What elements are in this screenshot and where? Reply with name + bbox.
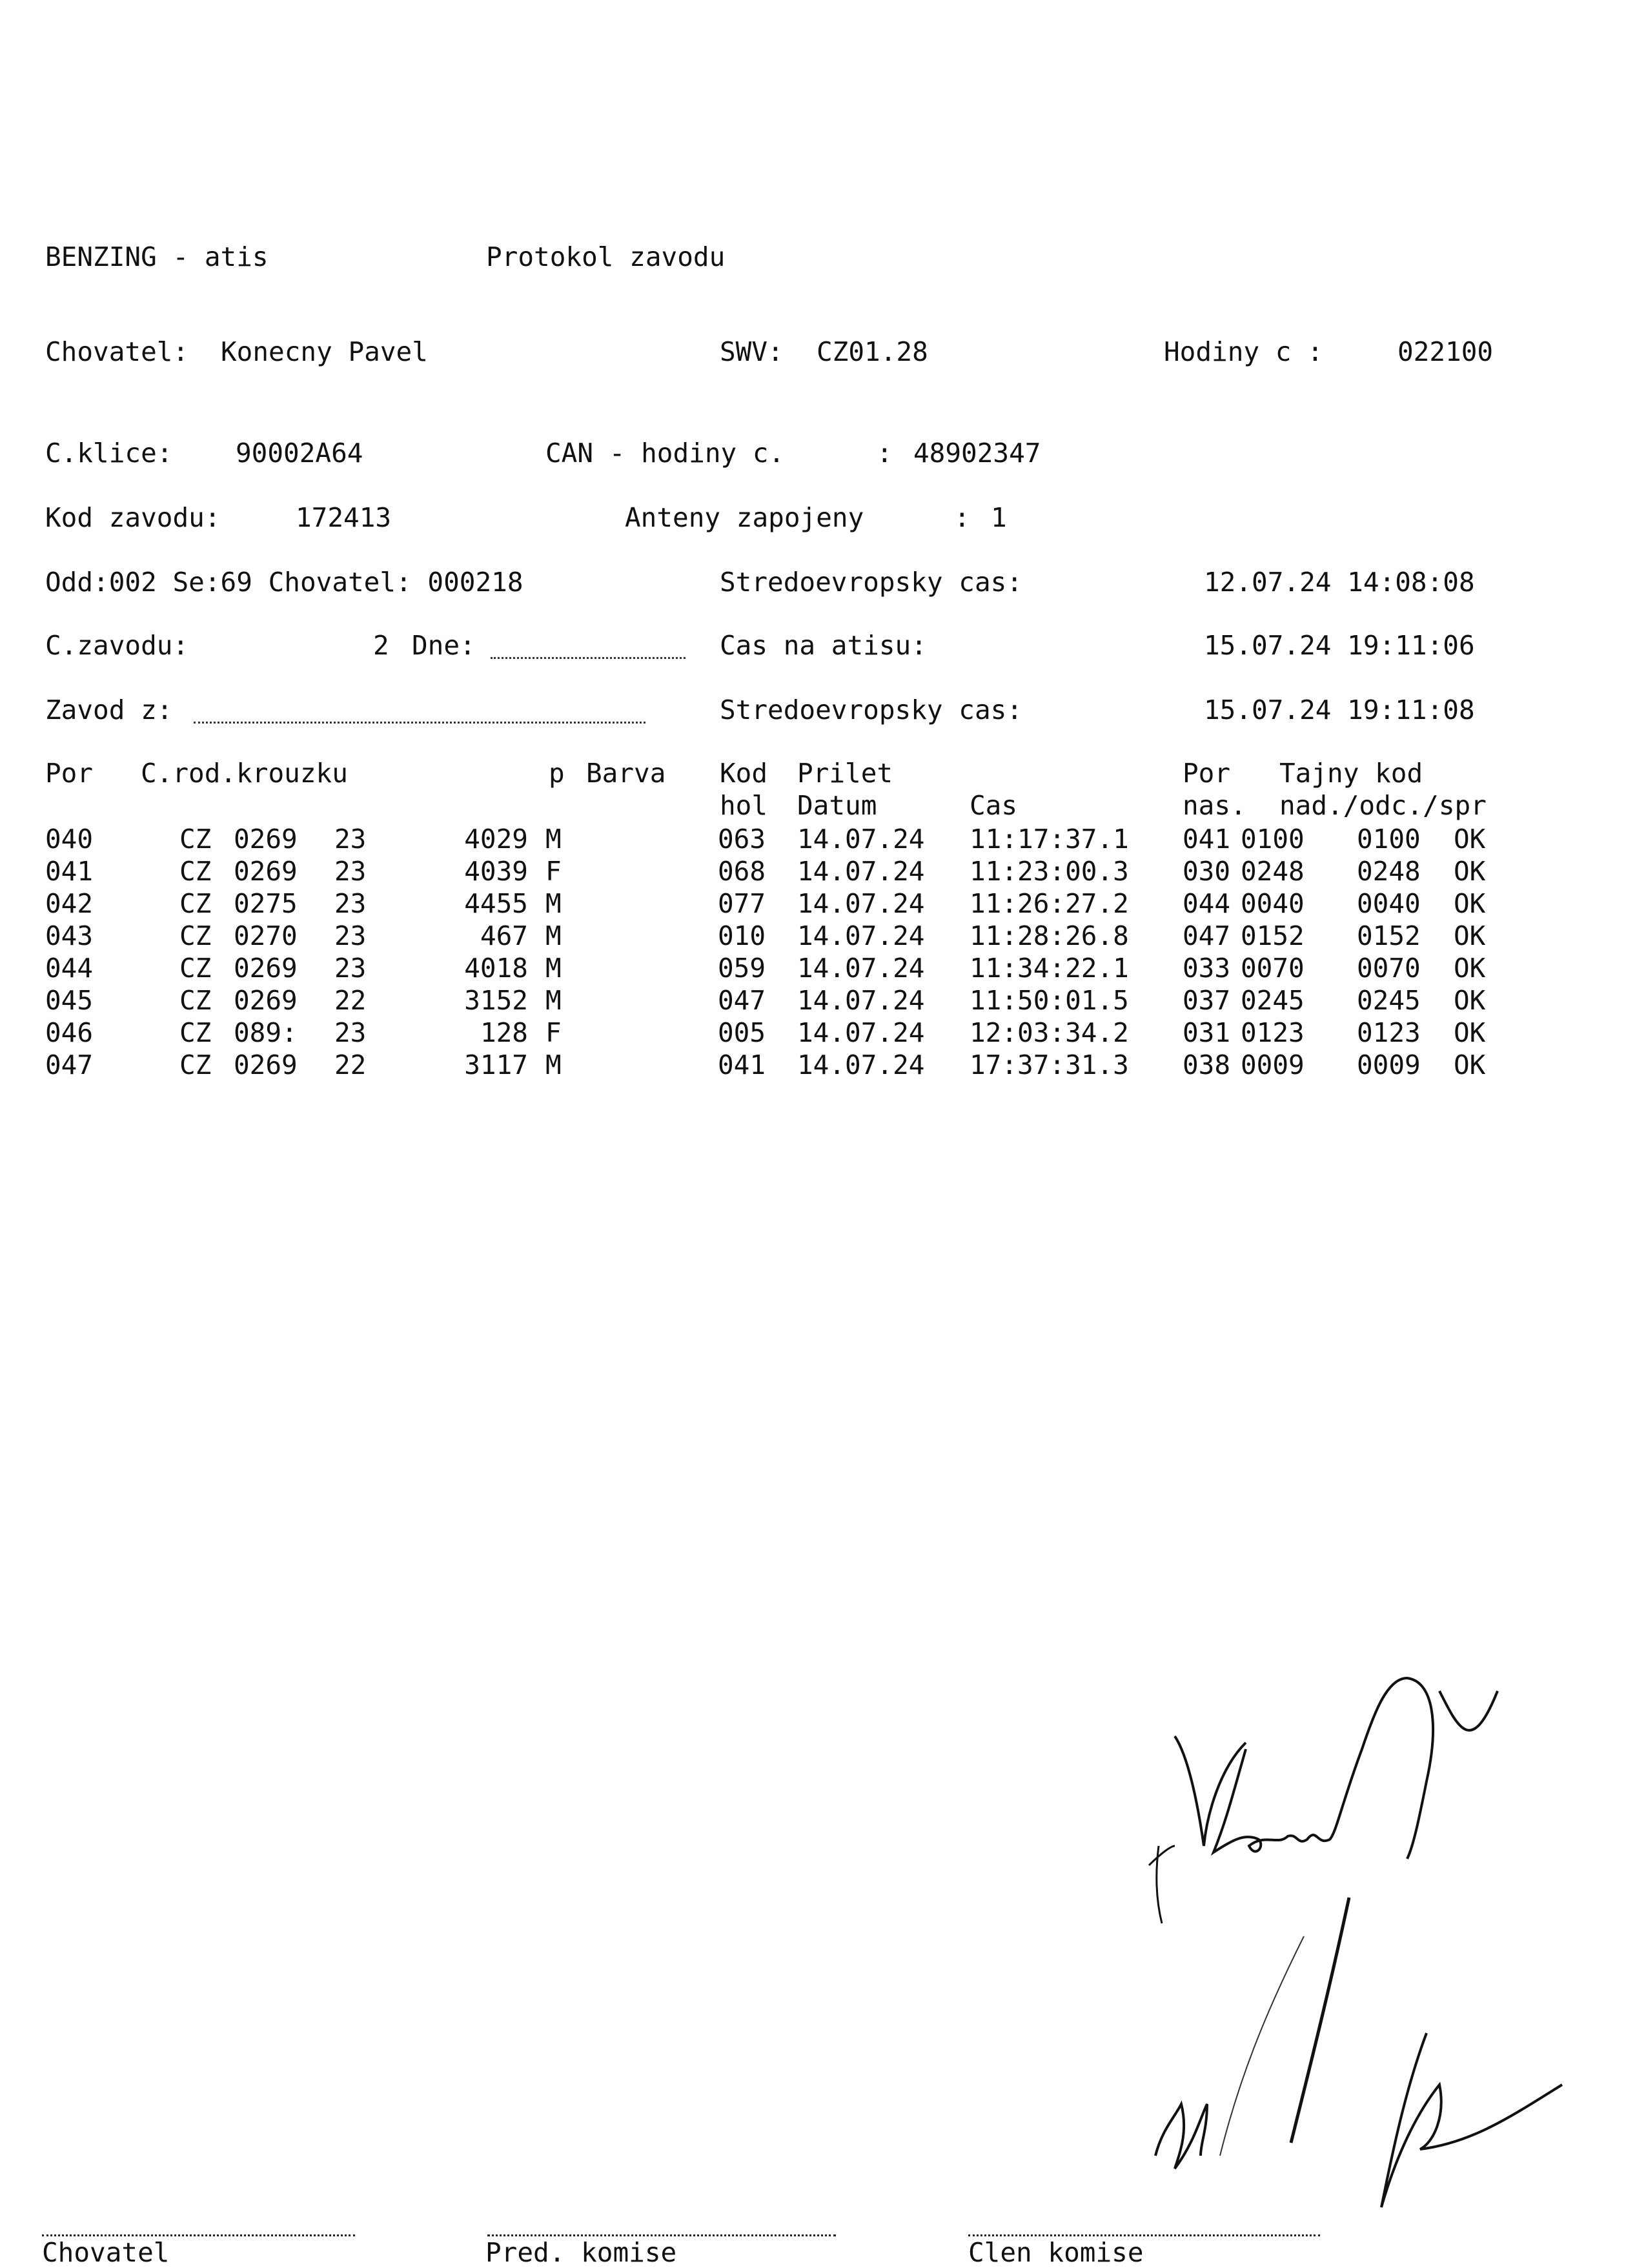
footer-chairman: Pred. komise bbox=[485, 2237, 677, 2268]
header-order: Por bbox=[1183, 758, 1231, 789]
row-ring-number: 3152 bbox=[464, 985, 528, 1016]
row-time: 12:03:34.2 bbox=[970, 1017, 1129, 1048]
can-separator: : bbox=[877, 438, 893, 469]
row-org: 0269 bbox=[234, 953, 298, 984]
header-sex: p bbox=[549, 758, 565, 789]
breeder-name: Konecny Pavel bbox=[221, 336, 428, 367]
row-date: 14.07.24 bbox=[797, 985, 925, 1016]
cet-label-2: Stredoevropsky cas: bbox=[720, 694, 1022, 725]
row-por: 041 bbox=[45, 856, 94, 887]
row-org: 0269 bbox=[234, 985, 298, 1016]
clock-label: Hodiny c : bbox=[1164, 336, 1323, 367]
row-ring-number: 4018 bbox=[464, 953, 528, 984]
row-secret-code: 0152 bbox=[1241, 920, 1305, 951]
can-label: CAN - hodiny c. bbox=[545, 438, 785, 469]
antennas-separator: : bbox=[954, 502, 970, 533]
breeder-signature-line bbox=[42, 2234, 355, 2236]
row-kod: 077 bbox=[718, 888, 766, 919]
row-date: 14.07.24 bbox=[797, 856, 925, 887]
row-sex: M bbox=[545, 1049, 562, 1080]
row-ring-number: 3117 bbox=[464, 1049, 528, 1080]
row-secret-code: 0100 bbox=[1241, 824, 1305, 855]
row-sex: M bbox=[545, 888, 562, 919]
row-kod: 010 bbox=[718, 920, 766, 951]
row-time: 11:28:26.8 bbox=[970, 920, 1129, 951]
day-field bbox=[491, 657, 686, 659]
row-secret-code-check: 0100 bbox=[1357, 824, 1421, 855]
row-order: 037 bbox=[1183, 985, 1231, 1016]
row-kod: 059 bbox=[718, 953, 766, 984]
row-time: 11:23:00.3 bbox=[970, 856, 1129, 887]
row-country: CZ bbox=[179, 920, 212, 951]
row-status: OK bbox=[1454, 953, 1486, 984]
row-secret-code: 0245 bbox=[1241, 985, 1305, 1016]
header-kod: Kod bbox=[720, 758, 768, 789]
breeder-label: Chovatel: bbox=[45, 336, 189, 367]
page-title: Protokol zavodu bbox=[486, 241, 726, 272]
row-sex: M bbox=[545, 985, 562, 1016]
row-kod: 063 bbox=[718, 824, 766, 855]
row-year: 23 bbox=[334, 856, 367, 887]
header-time: Cas bbox=[970, 790, 1018, 821]
clock-value: 022100 bbox=[1397, 336, 1494, 367]
table-row bbox=[0, 920, 1646, 955]
row-year: 23 bbox=[334, 1017, 367, 1048]
header-color: Barva bbox=[586, 758, 666, 789]
row-por: 045 bbox=[45, 985, 94, 1016]
row-secret-code-check: 0040 bbox=[1357, 888, 1421, 919]
race-code-value: 172413 bbox=[296, 502, 392, 533]
row-country: CZ bbox=[179, 985, 212, 1016]
race-from-field bbox=[194, 722, 645, 724]
row-kod: 068 bbox=[718, 856, 766, 887]
row-status: OK bbox=[1454, 1017, 1486, 1048]
row-time: 11:26:27.2 bbox=[970, 888, 1129, 919]
race-no-value: 2 bbox=[373, 630, 389, 661]
table-row bbox=[0, 826, 1646, 858]
row-country: CZ bbox=[179, 888, 212, 919]
key-label: C.klice: bbox=[45, 438, 173, 469]
row-ring-number: 4039 bbox=[464, 856, 528, 887]
header-ring: C.rod.krouzku bbox=[141, 758, 348, 789]
row-date: 14.07.24 bbox=[797, 953, 925, 984]
row-year: 22 bbox=[334, 985, 367, 1016]
row-secret-code: 0009 bbox=[1241, 1049, 1305, 1080]
row-org: 0275 bbox=[234, 888, 298, 919]
row-kod: 047 bbox=[718, 985, 766, 1016]
table-row bbox=[0, 1017, 1646, 1052]
row-date: 14.07.24 bbox=[797, 1017, 925, 1048]
row-secret-code: 0040 bbox=[1241, 888, 1305, 919]
row-org: 0270 bbox=[234, 920, 298, 951]
row-por: 040 bbox=[45, 824, 94, 855]
cet-label-1: Stredoevropsky cas: bbox=[720, 567, 1022, 598]
row-secret-code: 0123 bbox=[1241, 1017, 1305, 1048]
row-order: 041 bbox=[1183, 824, 1231, 855]
row-secret-code: 0248 bbox=[1241, 856, 1305, 887]
row-country: CZ bbox=[179, 856, 212, 887]
row-year: 23 bbox=[334, 953, 367, 984]
header-date: Datum bbox=[797, 790, 877, 821]
row-status: OK bbox=[1454, 920, 1486, 951]
footer-member: Clen komise bbox=[968, 2237, 1144, 2268]
row-ring-number: 4029 bbox=[464, 824, 528, 855]
row-secret-code-check: 0070 bbox=[1357, 953, 1421, 984]
member-signature-line bbox=[968, 2234, 1320, 2236]
row-year: 22 bbox=[334, 1049, 367, 1080]
row-org: 089: bbox=[234, 1017, 298, 1048]
row-status: OK bbox=[1454, 888, 1486, 919]
row-order: 030 bbox=[1183, 856, 1231, 887]
key-value: 90002A64 bbox=[236, 438, 363, 469]
row-secret-code-check: 0152 bbox=[1357, 920, 1421, 951]
race-code-label: Kod zavodu: bbox=[45, 502, 221, 533]
table-row bbox=[0, 888, 1646, 923]
header-hol: hol bbox=[720, 790, 768, 821]
header-nad: nad./odc./spr bbox=[1279, 790, 1487, 821]
header-por: Por bbox=[45, 758, 94, 789]
day-label: Dne: bbox=[412, 630, 476, 661]
row-secret-code-check: 0123 bbox=[1357, 1017, 1421, 1048]
row-order: 047 bbox=[1183, 920, 1231, 951]
row-time: 11:17:37.1 bbox=[970, 824, 1129, 855]
row-ring-number: 4455 bbox=[464, 888, 528, 919]
row-status: OK bbox=[1454, 1049, 1486, 1080]
race-no-label: C.zavodu: bbox=[45, 630, 189, 661]
row-country: CZ bbox=[179, 1049, 212, 1080]
row-time: 11:50:01.5 bbox=[970, 985, 1129, 1016]
row-sex: F bbox=[545, 1017, 562, 1048]
row-org: 0269 bbox=[234, 1049, 298, 1080]
row-order: 031 bbox=[1183, 1017, 1231, 1048]
row-time: 11:34:22.1 bbox=[970, 953, 1129, 984]
row-sex: M bbox=[545, 824, 562, 855]
antennas-label: Anteny zapojeny bbox=[625, 502, 864, 533]
system-name: BENZING - atis bbox=[45, 241, 269, 272]
row-date: 14.07.24 bbox=[797, 920, 925, 951]
row-date: 14.07.24 bbox=[797, 824, 925, 855]
row-status: OK bbox=[1454, 985, 1486, 1016]
table-row bbox=[0, 955, 1646, 987]
cet-value-2: 15.07.24 19:11:08 bbox=[1204, 694, 1475, 725]
signature-commission bbox=[1136, 1872, 1588, 2233]
row-ring-number: 128 bbox=[480, 1017, 528, 1048]
row-secret-code-check: 0245 bbox=[1357, 985, 1421, 1016]
row-sex: M bbox=[545, 953, 562, 984]
header-secret-code: Tajny kod bbox=[1279, 758, 1423, 789]
row-country: CZ bbox=[179, 953, 212, 984]
row-year: 23 bbox=[334, 920, 367, 951]
row-secret-code-check: 0009 bbox=[1357, 1049, 1421, 1080]
row-por: 042 bbox=[45, 888, 94, 919]
row-secret-code: 0070 bbox=[1241, 953, 1305, 984]
row-order: 044 bbox=[1183, 888, 1231, 919]
row-status: OK bbox=[1454, 824, 1486, 855]
swv-value: CZ01.28 bbox=[817, 336, 928, 367]
cet-value-1: 12.07.24 14:08:08 bbox=[1204, 567, 1475, 598]
row-country: CZ bbox=[179, 824, 212, 855]
row-time: 17:37:31.3 bbox=[970, 1049, 1129, 1080]
atis-time-value: 15.07.24 19:11:06 bbox=[1204, 630, 1475, 661]
row-kod: 041 bbox=[718, 1049, 766, 1080]
row-date: 14.07.24 bbox=[797, 1049, 925, 1080]
row-por: 044 bbox=[45, 953, 94, 984]
row-sex: M bbox=[545, 920, 562, 951]
row-year: 23 bbox=[334, 824, 367, 855]
chairman-signature-line bbox=[487, 2234, 836, 2236]
header-prilet: Prilet bbox=[797, 758, 893, 789]
can-value: 48902347 bbox=[913, 438, 1041, 469]
atis-time-label: Cas na atisu: bbox=[720, 630, 927, 661]
row-sex: F bbox=[545, 856, 562, 887]
row-por: 046 bbox=[45, 1017, 94, 1048]
row-org: 0269 bbox=[234, 824, 298, 855]
row-kod: 005 bbox=[718, 1017, 766, 1048]
row-order: 038 bbox=[1183, 1049, 1231, 1080]
swv-label: SWV: bbox=[720, 336, 784, 367]
footer-breeder: Chovatel bbox=[42, 2237, 170, 2268]
race-from-label: Zavod z: bbox=[45, 694, 173, 725]
row-ring-number: 467 bbox=[480, 920, 528, 951]
table-row bbox=[0, 987, 1646, 1020]
row-country: CZ bbox=[179, 1017, 212, 1048]
header-nas: nas. bbox=[1183, 790, 1246, 821]
row-secret-code-check: 0248 bbox=[1357, 856, 1421, 887]
row-year: 23 bbox=[334, 888, 367, 919]
antennas-value: 1 bbox=[991, 502, 1007, 533]
row-status: OK bbox=[1454, 856, 1486, 887]
section-line: Odd:002 Se:69 Chovatel: 000218 bbox=[45, 567, 523, 598]
row-por: 043 bbox=[45, 920, 94, 951]
table-row bbox=[0, 858, 1646, 891]
row-org: 0269 bbox=[234, 856, 298, 887]
row-date: 14.07.24 bbox=[797, 888, 925, 919]
row-por: 047 bbox=[45, 1049, 94, 1080]
row-order: 033 bbox=[1183, 953, 1231, 984]
table-row bbox=[0, 1049, 1646, 1084]
